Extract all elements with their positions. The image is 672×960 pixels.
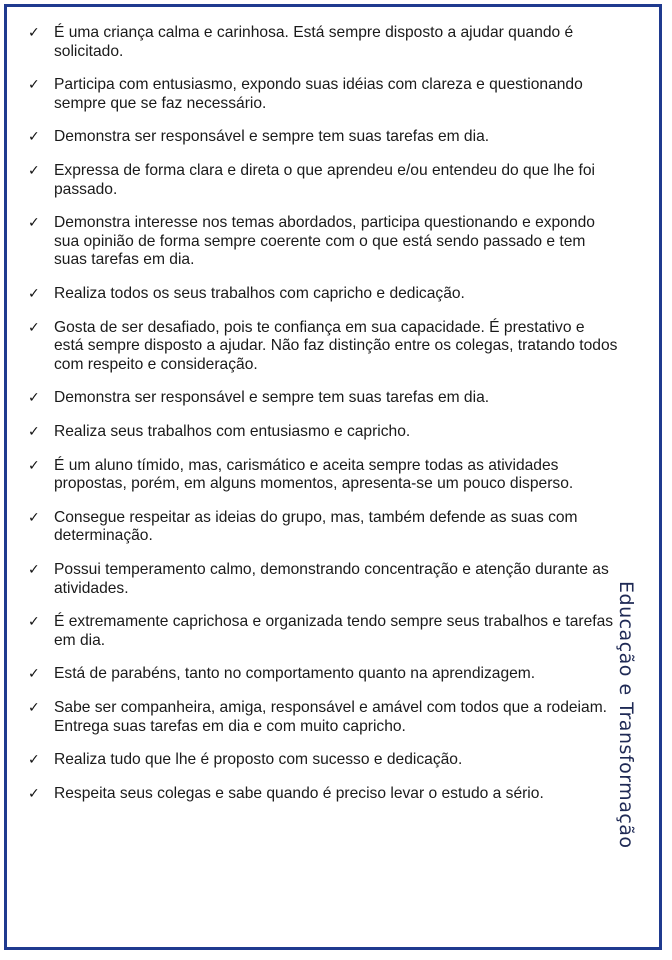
list-item-text: É extremamente caprichosa e organizada tendo sempre seus trabalhos e tarefas em dia. [54, 613, 614, 649]
list-item-text: Participa com entusiasmo, expondo suas idéias com clareza e questionando sempre que se faz necessário. [54, 76, 583, 112]
list-item-text: Realiza todos os seus trabalhos com capricho e dedicação. [54, 284, 465, 302]
side-caption: Educação e Transformação [615, 581, 637, 849]
list-item-text: Realiza tudo que lhe é proposto com sucesso e dedicação. [54, 751, 463, 769]
list-item [28, 509, 618, 546]
list-item [28, 319, 618, 375]
comment-list [28, 24, 618, 819]
check-icon: ✓ [28, 786, 40, 802]
list-item [28, 613, 618, 650]
list-item-text: Expressa de forma clara e direta o que aprendeu e/ou entendeu do que lhe foi passado. [54, 162, 595, 198]
list-item [28, 785, 618, 804]
check-icon: ✓ [28, 163, 40, 180]
check-icon: ✓ [28, 285, 40, 302]
check-icon: ✓ [28, 752, 40, 769]
check-icon: ✓ [28, 215, 40, 232]
list-item-text: É um aluno tímido, mas, carismático e aceita sempre todas as atividades propostas, porém, em alguns momentos, apresenta-se um pouco disperso. [54, 456, 574, 493]
list-item-text: Possui temperamento calmo, demonstrando concentração e atenção durante as atividades. [54, 561, 609, 597]
check-icon: ✓ [28, 666, 40, 683]
check-icon: ✓ [28, 319, 40, 336]
check-icon: ✓ [28, 562, 40, 579]
list-item-text: Realiza seus trabalhos com entusiasmo e capricho. [54, 423, 411, 440]
list-item [28, 162, 618, 199]
check-icon: ✓ [28, 457, 40, 474]
list-item-text: Demonstra interesse nos temas abordados, participa questionando e expondo sua opinião de forma sempre coerente com o que está sendo passado e tem suas tarefas em dia. [54, 214, 595, 269]
list-item-text: Gosta de ser desafiado, pois te confiança em sua capacidade. É prestativo e está sempre disposto a ajudar. Não faz distinção entre os colegas, tratando todos com respeito e consideração. [54, 318, 618, 373]
list-item [28, 389, 618, 408]
check-icon: ✓ [28, 77, 40, 94]
list-item-text: É uma criança calma e carinhosa. Está sempre disposto a ajudar quando é solicitado. [54, 24, 574, 60]
check-icon: ✓ [28, 129, 40, 146]
list-item [28, 751, 618, 770]
list-item [28, 699, 618, 736]
list-item [28, 561, 618, 598]
check-icon: ✓ [28, 614, 40, 631]
list-item [28, 24, 618, 61]
list-item [28, 128, 618, 147]
list-item-text: Está de parabéns, tanto no comportamento quanto na aprendizagem. [54, 665, 536, 683]
list-item-text: Demonstra ser responsável e sempre tem suas tarefas em dia. [54, 389, 490, 407]
check-icon: ✓ [28, 700, 40, 717]
list-item-text: Consegue respeitar as ideias do grupo, mas, também defende as suas com determinação. [54, 508, 578, 545]
check-icon: ✓ [28, 509, 40, 526]
list-item [28, 76, 618, 113]
list-item-text: Respeita seus colegas e sabe quando é preciso levar o estudo a sério. [54, 785, 544, 802]
list-item-text: Demonstra ser responsável e sempre tem suas tarefas em dia. [54, 128, 490, 146]
list-item [28, 423, 618, 442]
list-item-text: Sabe ser companheira, amiga, responsável e amável com todos que a rodeiam. Entrega suas tarefas em dia e com muito capricho. [54, 699, 608, 735]
list-item [28, 665, 618, 684]
list-item [28, 285, 618, 304]
list-item [28, 457, 618, 494]
list-item [28, 214, 618, 270]
check-icon: ✓ [28, 390, 40, 407]
check-icon: ✓ [28, 25, 40, 41]
check-icon: ✓ [28, 424, 40, 440]
